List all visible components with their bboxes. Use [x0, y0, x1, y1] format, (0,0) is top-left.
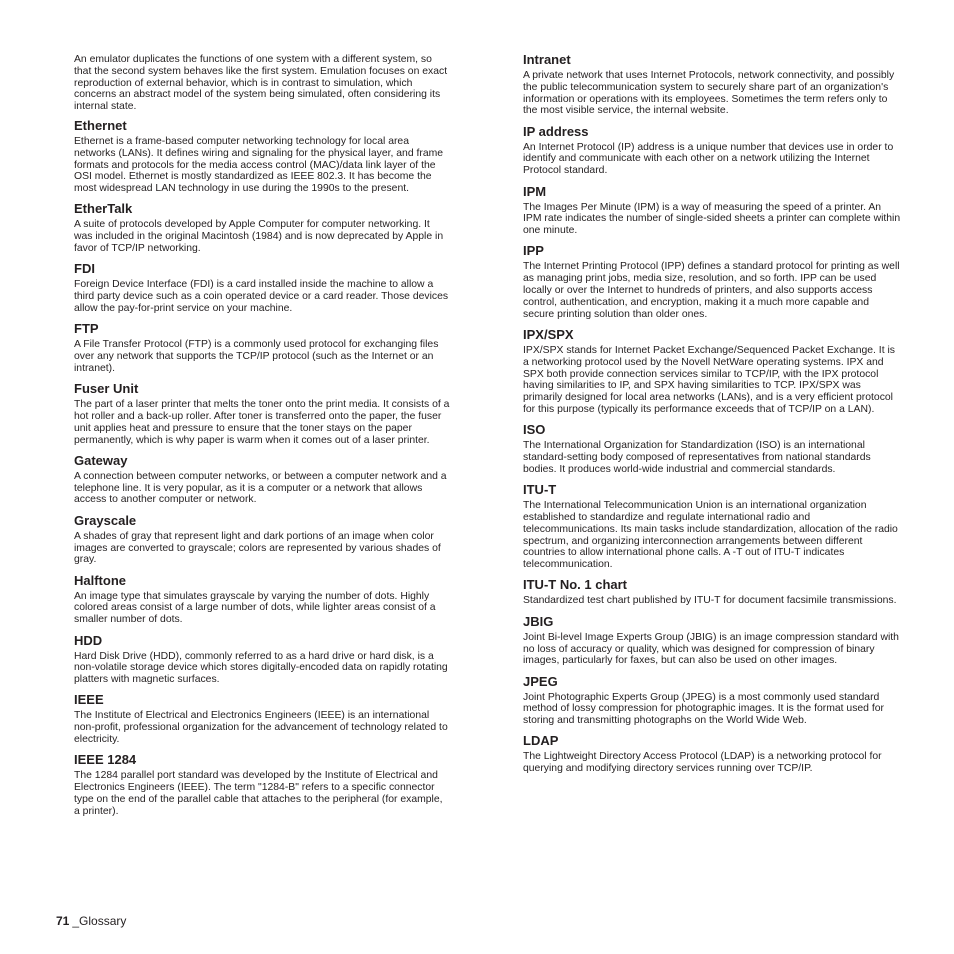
glossary-term: Ethernet [74, 117, 127, 133]
glossary-entry-ipp [523, 243, 901, 320]
glossary-term: IEEE [74, 692, 104, 708]
glossary-definition: The 1284 parallel port standard was developed by the Institute of Electrical and Electronics Engineers (IEEE). The term "1284-B" refers to a specific connector type on the end of the parallel cable that attaches to the peripheral (for example, a printer). [74, 770, 443, 817]
left-column [74, 52, 450, 824]
glossary-definition: A suite of protocols developed by Apple Computer for computer networking. It was included in the original Macintosh (1984) and is now deprecated by Apple in favor of TCP/IP networking. [74, 219, 444, 255]
glossary-definition: The Lightweight Directory Access Protocol (LDAP) is a networking protocol for querying and modifying directory services running over TCP/IP. [523, 751, 882, 775]
glossary-entry-ftp [74, 321, 450, 374]
glossary-entry-ethernet [74, 118, 450, 195]
glossary-entry-ipx-spx [523, 327, 901, 416]
glossary-term: ITU-T No. 1 chart [523, 577, 628, 593]
section-name: _Glossary [72, 914, 127, 928]
glossary-entry-ieee-1284 [74, 752, 450, 817]
glossary-definition: A File Transfer Protocol (FTP) is a commonly used protocol for exchanging files over any network that supports the TCP/IP protocol (such as the Internet or an intranet). [74, 339, 439, 374]
glossary-term: Intranet [523, 52, 571, 67]
glossary-definition: The Internet Printing Protocol (IPP) defines a standard protocol for printing as well as managing print jobs, media size, resolution, and so forth. IPP can be used locally or over the Internet to hundreds of printers, and also supports access control, authentication, and encryption, making it a much more capable and secure printing solution than older ones. [523, 261, 900, 320]
glossary-definition: IPX/SPX stands for Internet Packet Exchange/Sequenced Packet Exchange. It is a networking protocol used by the Novell NetWare operating systems. IPX and SPX both provide connection services similar to TCP/IP, with the IPX protocol having similarities to IP, and SPX having similarities to TCP. IPX/SPX was primarily designed for local area networks (LANs), and is a very efficient protocol for this purpose (typically its performance exceeds that of TCP/IP on a LAN). [523, 344, 895, 415]
glossary-definition: The International Organization for Standardization (ISO) is an international standard-setting body composed of representatives from national standards bodies. It produces world-wide industrial and commercial standards. [523, 440, 871, 475]
glossary-term: HDD [74, 632, 103, 648]
page-footer [56, 913, 126, 929]
glossary-term: ISO [523, 422, 546, 438]
glossary-entry-ieee [74, 692, 450, 745]
glossary-term: Halftone [74, 572, 126, 588]
glossary-term: IPX/SPX [523, 326, 574, 342]
glossary-entry-halftone [74, 573, 450, 626]
glossary-definition: Hard Disk Drive (HDD), commonly referred to as a hard drive or hard disk, is a non-volatile storage device which stores digitally-encoded data on rapidly rotating platters with magnetic surfaces. [74, 650, 448, 686]
glossary-entry-grayscale [74, 513, 450, 566]
glossary-definition: The Images Per Minute (IPM) is a way of measuring the speed of a printer. An IPM rate indicates the number of single-sided sheets a printer can complete within one minute. [523, 201, 901, 237]
glossary-term: Grayscale [74, 512, 137, 528]
right-column [523, 52, 901, 782]
glossary-entry-itu-t [523, 482, 901, 571]
glossary-definition: Ethernet is a frame-based computer networking technology for local area networks (LANs). It defines wiring and signaling for the physical layer, and frame formats and protocols for the media access control (MAC)/data link layer of the OSI model. Ethernet is mostly standardized as IEEE 802.3. It has become the most widespread LAN technology in use during the 1990s to the present. [74, 135, 444, 195]
glossary-term: EtherTalk [74, 201, 133, 217]
glossary-entry-itu-t-no-1-chart [523, 577, 901, 607]
glossary-entry-ip-address [523, 124, 901, 177]
glossary-definition: A shades of gray that represent light and dark portions of an image when color images are converted to grayscale; colors are represented by various shades of gray. [74, 530, 441, 566]
glossary-term: IP address [523, 123, 589, 139]
glossary-entry-ethertalk [74, 201, 450, 254]
glossary-definition: The International Telecommunication Union is an international organization established to standardize and regulate international radio and telecommunications. Its main tasks include standardization, allocation of the radio spectrum, and organizing interconnection arrangements between different countries to allow international phone calls. A -T out of ITU-T indicates telecommunication. [523, 500, 898, 571]
glossary-term: Gateway [74, 452, 128, 468]
glossary-entry-ldap [523, 733, 901, 775]
glossary-definition: An Internet Protocol (IP) address is a unique number that devices use in order to identify and communicate with each other on a network utilizing the Internet Protocol standard. [523, 141, 894, 177]
glossary-definition: The Institute of Electrical and Electronics Engineers (IEEE) is an international non-profit, professional organization for the advancement of technology related to electricity. [74, 710, 448, 745]
glossary-term: FTP [74, 321, 99, 337]
glossary-entry-iso [523, 422, 901, 475]
glossary-definition: The part of a laser printer that melts the toner onto the print media. It consists of a hot roller and a back-up roller. After toner is transferred onto the paper, the fuser unit applies heat and pressure to ensure that the toner stays on the paper permanently, which is why paper is warm when it comes out of a laser printer. [74, 399, 450, 446]
glossary-term: IEEE 1284 [74, 752, 137, 768]
glossary-definition: Foreign Device Interface (FDI) is a card installed inside the machine to allow a third party device such as a coin operated device or a card reader. Those devices allow the pay-for-print service on your machine. [74, 279, 449, 314]
glossary-term: ITU-T [523, 482, 557, 498]
glossary-definition: A connection between computer networks, or between a computer network and a telephone line. It is very popular, as it is a computer or a network that allows access to another computer or network. [74, 470, 447, 506]
glossary-entry-intranet [523, 52, 901, 117]
glossary-definition: Standardized test chart published by ITU-T for document facsimile transmissions. [523, 595, 897, 607]
glossary-term: FDI [74, 261, 95, 277]
glossary-entry-jbig [523, 614, 901, 667]
emulator-definition: An emulator duplicates the functions of one system with a different system, so that the second system behaves like the first system. Emulation focuses on exact reproduction of external behavior, which is in contrast to simulation, which concerns an abstract model of the system being simulated, often considering its internal state. [74, 54, 448, 113]
glossary-term: JBIG [523, 613, 554, 629]
glossary-entry-fuser-unit [74, 381, 450, 446]
glossary-definition: Joint Photographic Experts Group (JPEG) is a most commonly used standard method of lossy compression for photographic images. It is the format used for storing and transmitting photographs on the World Wide Web. [523, 691, 884, 727]
glossary-term: IPM [523, 183, 547, 199]
glossary-term: Fuser Unit [74, 381, 139, 397]
glossary-entry-hdd [74, 633, 450, 686]
glossary-entry-gateway [74, 453, 450, 506]
glossary-entry-jpeg [523, 674, 901, 727]
glossary-definition: Joint Bi-level Image Experts Group (JBIG) is an image compression standard with no loss of accuracy or quality, which was designed for compression of binary images, particularly for faxes, but can also be used on other images. [523, 631, 899, 667]
glossary-entry-fdi [74, 261, 450, 314]
glossary-definition: An image type that simulates grayscale by varying the number of dots. Highly colored areas consist of a large number of dots, while lighter areas consist of a smaller number of dots. [74, 590, 436, 626]
glossary-entry-ipm [523, 184, 901, 237]
glossary-term: LDAP [523, 733, 559, 749]
glossary-term: IPP [523, 243, 544, 259]
page-number: 71 [56, 914, 70, 928]
glossary-term: JPEG [523, 673, 558, 689]
glossary-definition: A private network that uses Internet Protocols, network connectivity, and possibly the public telecommunication system to securely share part of an organization's information or operations with its employees. Sometimes the term refers only to the most visible service, the internal website. [523, 70, 895, 117]
